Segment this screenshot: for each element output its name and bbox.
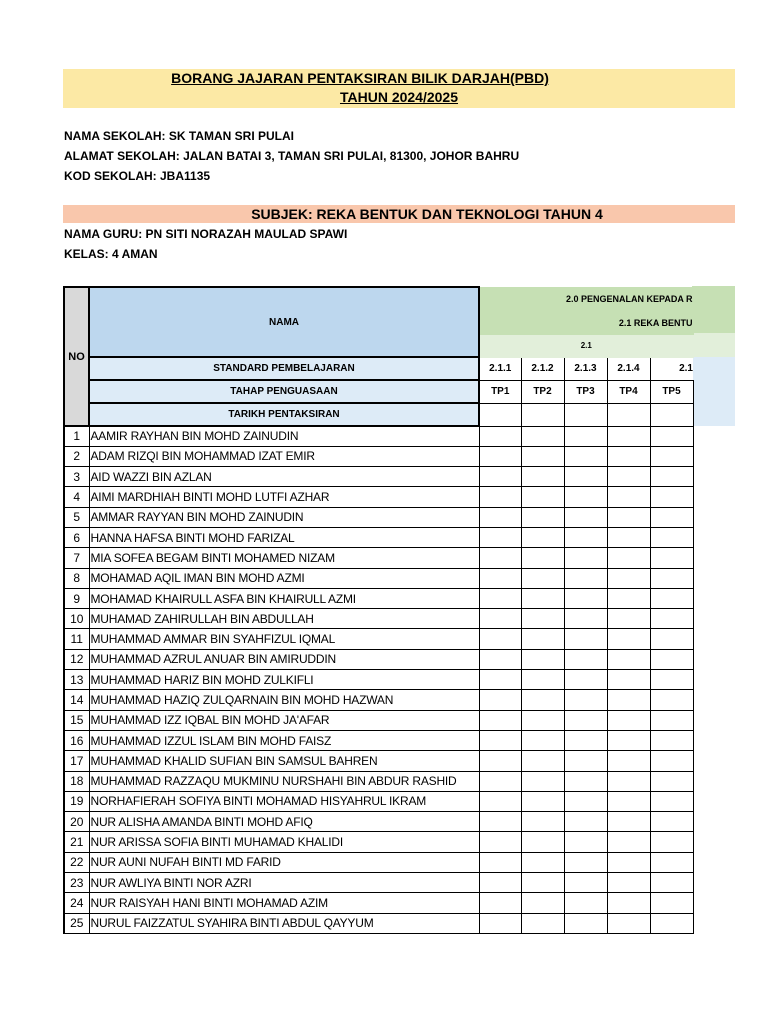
score-cell[interactable] xyxy=(564,649,607,669)
score-cell[interactable] xyxy=(521,812,564,832)
score-cell[interactable] xyxy=(607,893,650,913)
tahap-tp2: TP2 xyxy=(521,380,564,403)
student-number: 17 xyxy=(64,751,89,771)
score-cell[interactable] xyxy=(607,487,650,507)
student-row xyxy=(64,487,693,507)
student-name: NUR ALISHA AMANDA BINTI MOHD AFIQ xyxy=(89,812,479,832)
date-cell[interactable] xyxy=(521,403,564,426)
date-cell[interactable] xyxy=(479,403,521,426)
score-cell[interactable] xyxy=(521,446,564,466)
student-row xyxy=(64,812,693,832)
score-cell[interactable] xyxy=(564,852,607,872)
score-cell[interactable] xyxy=(607,548,650,568)
score-cell[interactable] xyxy=(607,812,650,832)
score-cell[interactable] xyxy=(521,852,564,872)
student-number: 16 xyxy=(64,730,89,750)
title-line-1: BORANG JAJARAN PENTAKSIRAN BILIK DARJAH(PBD) xyxy=(171,70,549,86)
score-cell[interactable] xyxy=(607,852,650,872)
student-name: MUHAMMAD HARIZ BIN MOHD ZULKIFLI xyxy=(89,670,479,690)
student-name: HANNA HAFSA BINTI MOHD FARIZAL xyxy=(89,527,479,547)
student-number: 2 xyxy=(64,446,89,466)
student-row xyxy=(64,568,693,588)
student-row xyxy=(64,548,693,568)
score-cell[interactable] xyxy=(607,873,650,893)
student-row xyxy=(64,507,693,527)
standard-label: STANDARD PEMBELAJARAN xyxy=(89,357,479,380)
score-cell[interactable] xyxy=(650,527,693,547)
student-number: 14 xyxy=(64,690,89,710)
score-cell[interactable] xyxy=(521,690,564,710)
score-cell[interactable] xyxy=(479,751,521,771)
score-cell[interactable] xyxy=(479,467,521,487)
score-cell[interactable] xyxy=(564,710,607,730)
tahap-label: TAHAP PENGUASAAN xyxy=(89,380,479,403)
student-number: 8 xyxy=(64,568,89,588)
score-cell[interactable] xyxy=(650,873,693,893)
student-name: NUR ARISSA SOFIA BINTI MUHAMAD KHALIDI xyxy=(89,832,479,852)
score-cell[interactable] xyxy=(650,832,693,852)
score-cell[interactable] xyxy=(650,913,693,933)
student-row xyxy=(64,649,693,669)
score-cell[interactable] xyxy=(607,609,650,629)
score-cell[interactable] xyxy=(650,730,693,750)
score-cell[interactable] xyxy=(564,791,607,811)
student-name: MUHAMMAD AMMAR BIN SYAHFIZUL IQMAL xyxy=(89,629,479,649)
score-cell[interactable] xyxy=(650,771,693,791)
student-row xyxy=(64,771,693,791)
score-cell[interactable] xyxy=(479,710,521,730)
score-cell[interactable] xyxy=(650,507,693,527)
score-cell[interactable] xyxy=(607,507,650,527)
score-cell[interactable] xyxy=(564,893,607,913)
student-number: 21 xyxy=(64,832,89,852)
topic-header: 2.0 PENGENALAN KEPADA R xyxy=(479,287,693,311)
score-cell[interactable] xyxy=(521,791,564,811)
date-cell[interactable] xyxy=(607,403,650,426)
score-cell[interactable] xyxy=(521,913,564,933)
score-cell[interactable] xyxy=(650,893,693,913)
title-line-2: TAHUN 2024/2025 xyxy=(339,89,459,105)
score-cell[interactable] xyxy=(650,467,693,487)
student-row xyxy=(64,791,693,811)
student-number: 18 xyxy=(64,771,89,791)
subsection-header: 2.1 xyxy=(479,334,693,357)
student-name: AID WAZZI BIN AZLAN xyxy=(89,467,479,487)
student-number: 20 xyxy=(64,812,89,832)
score-cell[interactable] xyxy=(564,568,607,588)
student-name: MUHAMMAD IZZUL ISLAM BIN MOHD FAISZ xyxy=(89,730,479,750)
score-cell[interactable] xyxy=(479,771,521,791)
score-cell[interactable] xyxy=(479,730,521,750)
subsection-spill-fill xyxy=(692,333,735,357)
student-row xyxy=(64,710,693,730)
score-cell[interactable] xyxy=(564,812,607,832)
score-cell[interactable] xyxy=(650,690,693,710)
tarikh-label: TARIKH PENTAKSIRAN xyxy=(89,403,479,426)
score-cell[interactable] xyxy=(607,446,650,466)
student-row xyxy=(64,629,693,649)
score-cell[interactable] xyxy=(650,446,693,466)
score-cell[interactable] xyxy=(564,609,607,629)
score-cell[interactable] xyxy=(521,893,564,913)
tahap-tp5: TP5 xyxy=(650,380,693,403)
score-cell[interactable] xyxy=(521,873,564,893)
student-number: 11 xyxy=(64,629,89,649)
score-cell[interactable] xyxy=(564,507,607,527)
score-cell[interactable] xyxy=(564,913,607,933)
score-cell[interactable] xyxy=(564,832,607,852)
score-cell[interactable] xyxy=(521,832,564,852)
student-name: MUHAMMAD AZRUL ANUAR BIN AMIRUDDIN xyxy=(89,649,479,669)
score-cell[interactable] xyxy=(479,670,521,690)
score-cell[interactable] xyxy=(521,649,564,669)
student-number: 6 xyxy=(64,527,89,547)
student-row xyxy=(64,751,693,771)
score-cell[interactable] xyxy=(607,629,650,649)
score-cell[interactable] xyxy=(521,771,564,791)
student-name: ADAM RIZQI BIN MOHAMMAD IZAT EMIR xyxy=(89,446,479,466)
student-number: 24 xyxy=(64,893,89,913)
student-name: AIMI MARDHIAH BINTI MOHD LUTFI AZHAR xyxy=(89,487,479,507)
score-cell[interactable] xyxy=(650,426,693,446)
score-cell[interactable] xyxy=(521,487,564,507)
student-row xyxy=(64,426,693,446)
score-cell[interactable] xyxy=(650,588,693,608)
score-cell[interactable] xyxy=(607,791,650,811)
student-row xyxy=(64,588,693,608)
school-name: NAMA SEKOLAH: SK TAMAN SRI PULAI xyxy=(64,129,294,143)
score-cell[interactable] xyxy=(521,588,564,608)
student-row xyxy=(64,913,693,933)
score-cell[interactable] xyxy=(650,649,693,669)
score-cell[interactable] xyxy=(521,568,564,588)
score-cell[interactable] xyxy=(607,690,650,710)
score-cell[interactable] xyxy=(650,670,693,690)
score-cell[interactable] xyxy=(479,527,521,547)
student-name: MUHAMAD ZAHIRULLAH BIN ABDULLAH xyxy=(89,609,479,629)
score-cell[interactable] xyxy=(607,527,650,547)
student-row xyxy=(64,690,693,710)
score-cell[interactable] xyxy=(564,873,607,893)
score-cell[interactable] xyxy=(479,426,521,446)
score-cell[interactable] xyxy=(479,588,521,608)
standard-code: 2.1.3 xyxy=(564,357,607,380)
tahap-tp4: TP4 xyxy=(607,380,650,403)
score-cell[interactable] xyxy=(607,467,650,487)
score-cell[interactable] xyxy=(650,609,693,629)
score-cell[interactable] xyxy=(564,426,607,446)
student-row xyxy=(64,670,693,690)
score-cell[interactable] xyxy=(650,751,693,771)
student-row xyxy=(64,852,693,872)
score-cell[interactable] xyxy=(607,913,650,933)
student-name: MUHAMMAD KHALID SUFIAN BIN SAMSUL BAHREN xyxy=(89,751,479,771)
score-cell[interactable] xyxy=(650,629,693,649)
student-number: 1 xyxy=(64,426,89,446)
score-cell[interactable] xyxy=(521,609,564,629)
score-cell[interactable] xyxy=(564,527,607,547)
score-cell[interactable] xyxy=(479,690,521,710)
student-number: 13 xyxy=(64,670,89,690)
score-cell[interactable] xyxy=(607,649,650,669)
subtopic-header: 2.1 REKA BENTU xyxy=(479,311,693,334)
subject-title: SUBJEK: REKA BENTUK DAN TEKNOLOGI TAHUN 4 xyxy=(251,206,603,222)
standard-code: 2.1.4 xyxy=(607,357,650,380)
student-row xyxy=(64,446,693,466)
school-address: ALAMAT SEKOLAH: JALAN BATAI 3, TAMAN SRI PULAI, 81300, JOHOR BAHRU xyxy=(64,149,520,163)
score-cell[interactable] xyxy=(479,649,521,669)
student-name: AAMIR RAYHAN BIN MOHD ZAINUDIN xyxy=(89,426,479,446)
student-number: 9 xyxy=(64,588,89,608)
score-cell[interactable] xyxy=(564,670,607,690)
header-spill-fill xyxy=(692,357,735,426)
score-cell[interactable] xyxy=(564,730,607,750)
student-row xyxy=(64,832,693,852)
student-row xyxy=(64,893,693,913)
student-row xyxy=(64,527,693,547)
score-cell[interactable] xyxy=(650,568,693,588)
score-cell[interactable] xyxy=(479,446,521,466)
student-number: 4 xyxy=(64,487,89,507)
date-cell[interactable] xyxy=(564,403,607,426)
student-number: 23 xyxy=(64,873,89,893)
score-cell[interactable] xyxy=(650,852,693,872)
score-cell[interactable] xyxy=(607,568,650,588)
student-name: MOHAMAD KHAIRULL ASFA BIN KHAIRULL AZMI xyxy=(89,588,479,608)
score-cell[interactable] xyxy=(607,751,650,771)
score-cell[interactable] xyxy=(650,548,693,568)
score-cell[interactable] xyxy=(479,913,521,933)
standard-code: 2.1.1 xyxy=(479,357,521,380)
score-cell[interactable] xyxy=(564,771,607,791)
student-row xyxy=(64,873,693,893)
score-cell[interactable] xyxy=(521,548,564,568)
student-row xyxy=(64,467,693,487)
tahap-tp1: TP1 xyxy=(479,380,521,403)
standard-code: 2.1.2 xyxy=(521,357,564,380)
student-number: 19 xyxy=(64,791,89,811)
score-cell[interactable] xyxy=(607,771,650,791)
score-cell[interactable] xyxy=(479,609,521,629)
score-cell[interactable] xyxy=(564,446,607,466)
score-cell[interactable] xyxy=(607,832,650,852)
student-name: NURUL FAIZZATUL SYAHIRA BINTI ABDUL QAYYUM xyxy=(89,913,479,933)
score-cell[interactable] xyxy=(564,548,607,568)
score-cell[interactable] xyxy=(564,467,607,487)
student-number: 7 xyxy=(64,548,89,568)
score-cell[interactable] xyxy=(479,852,521,872)
topic-spill-fill xyxy=(692,286,735,333)
score-cell[interactable] xyxy=(607,670,650,690)
student-name: NORHAFIERAH SOFIYA BINTI MOHAMAD HISYAHRUL IKRAM xyxy=(89,791,479,811)
score-cell[interactable] xyxy=(564,629,607,649)
score-cell[interactable] xyxy=(521,751,564,771)
score-cell[interactable] xyxy=(650,791,693,811)
student-number: 10 xyxy=(64,609,89,629)
score-cell[interactable] xyxy=(479,873,521,893)
student-number: 12 xyxy=(64,649,89,669)
student-number: 15 xyxy=(64,710,89,730)
student-name: MUHAMMAD RAZZAQU MUKMINU NURSHAHI BIN ABDUR RASHID xyxy=(89,771,479,791)
score-cell[interactable] xyxy=(521,710,564,730)
document-title xyxy=(63,69,735,108)
score-cell[interactable] xyxy=(479,568,521,588)
score-cell[interactable] xyxy=(521,730,564,750)
score-cell[interactable] xyxy=(479,548,521,568)
score-cell[interactable] xyxy=(479,507,521,527)
school-code: KOD SEKOLAH: JBA1135 xyxy=(64,169,211,183)
student-name: NUR AWLIYA BINTI NOR AZRI xyxy=(89,873,479,893)
teacher-name: NAMA GURU: PN SITI NORAZAH MAULAD SPAWI xyxy=(64,227,348,241)
score-cell[interactable] xyxy=(650,812,693,832)
assessment-table xyxy=(63,286,694,934)
student-name: MUHAMMAD IZZ IQBAL BIN MOHD JA'AFAR xyxy=(89,710,479,730)
student-name: MUHAMMAD HAZIQ ZULQARNAIN BIN MOHD HAZWAN xyxy=(89,690,479,710)
score-cell[interactable] xyxy=(521,507,564,527)
student-row xyxy=(64,609,693,629)
nama-column-header: NAMA xyxy=(89,287,479,357)
student-number: 25 xyxy=(64,913,89,933)
student-number: 5 xyxy=(64,507,89,527)
score-cell[interactable] xyxy=(564,487,607,507)
student-name: MIA SOFEA BEGAM BINTI MOHAMED NIZAM xyxy=(89,548,479,568)
score-cell[interactable] xyxy=(479,487,521,507)
score-cell[interactable] xyxy=(479,791,521,811)
score-cell[interactable] xyxy=(521,527,564,547)
score-cell[interactable] xyxy=(607,730,650,750)
score-cell[interactable] xyxy=(607,426,650,446)
student-number: 3 xyxy=(64,467,89,487)
score-cell[interactable] xyxy=(650,710,693,730)
date-cell[interactable] xyxy=(650,403,693,426)
student-name: NUR AUNI NUFAH BINTI MD FARID xyxy=(89,852,479,872)
score-cell[interactable] xyxy=(521,670,564,690)
score-cell[interactable] xyxy=(479,832,521,852)
student-name: MOHAMAD AQIL IMAN BIN MOHD AZMI xyxy=(89,568,479,588)
score-cell[interactable] xyxy=(607,588,650,608)
subject-banner xyxy=(63,205,735,223)
score-cell[interactable] xyxy=(607,710,650,730)
student-name: NUR RAISYAH HANI BINTI MOHAMAD AZIM xyxy=(89,893,479,913)
no-column-header: NO xyxy=(64,287,89,426)
score-cell[interactable] xyxy=(521,629,564,649)
score-cell[interactable] xyxy=(479,893,521,913)
tahap-tp3: TP3 xyxy=(564,380,607,403)
student-name: AMMAR RAYYAN BIN MOHD ZAINUDIN xyxy=(89,507,479,527)
score-cell[interactable] xyxy=(564,690,607,710)
score-cell[interactable] xyxy=(521,426,564,446)
class-name: KELAS: 4 AMAN xyxy=(64,247,158,261)
score-cell[interactable] xyxy=(479,629,521,649)
score-cell[interactable] xyxy=(564,588,607,608)
score-cell[interactable] xyxy=(564,751,607,771)
score-cell[interactable] xyxy=(479,812,521,832)
standard-code: 2.1 xyxy=(650,357,693,380)
score-cell[interactable] xyxy=(650,487,693,507)
score-cell[interactable] xyxy=(521,467,564,487)
student-number: 22 xyxy=(64,852,89,872)
student-row xyxy=(64,730,693,750)
